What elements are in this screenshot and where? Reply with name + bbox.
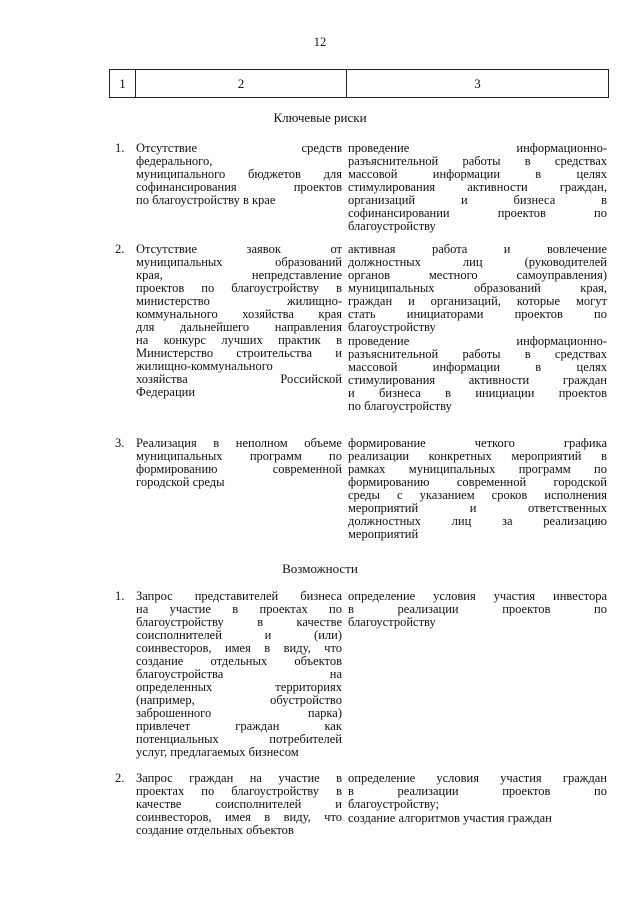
text-line: городской среды	[136, 475, 225, 489]
header-col-3: 3	[474, 76, 481, 91]
text-line: реализации конкретных мероприятий в	[348, 449, 607, 463]
text-line: потенциальных потребителей	[136, 732, 342, 746]
text-line: благоустройству;	[348, 797, 440, 811]
text-line: проектов по благоустройству в	[136, 281, 342, 295]
text-line: благоустройству	[348, 219, 436, 233]
text-line: Запрос граждан на участие в	[136, 771, 342, 785]
text-line: разъяснительной работы в средствах	[348, 347, 607, 361]
row-number: 2.	[115, 242, 125, 256]
text-line: создание алгоритмов участия граждан	[348, 811, 552, 825]
text-line: муниципальных образований края,	[348, 281, 607, 295]
text-line: благоустройству	[348, 615, 436, 629]
text-line: благоустройству в качестве	[136, 615, 342, 629]
text-line: муниципальных программ по	[136, 449, 342, 463]
row-right-text	[348, 772, 607, 825]
row-number: 2.	[115, 771, 125, 785]
text-line: Федерации	[136, 385, 196, 399]
text-line: Министерство строительства и	[136, 346, 342, 360]
text-line: жилищно-коммунального	[136, 359, 273, 373]
text-line: муниципальных образований	[136, 255, 342, 269]
text-line: организаций и бизнеса в	[348, 193, 607, 207]
text-line: хозяйства Российской	[136, 372, 342, 386]
text-line: определенных территориях	[136, 680, 342, 694]
row-left-text	[136, 142, 342, 207]
text-line: граждан и организаций, которые могут	[348, 294, 607, 308]
text-line: Отсутствие средств	[136, 141, 342, 155]
row-number: 1.	[115, 589, 125, 603]
text-line: (например, обустройство	[136, 693, 342, 707]
text-line: качестве соисполнителей и	[136, 797, 342, 811]
text-line: благоустройства на	[136, 667, 342, 681]
paragraph	[348, 335, 607, 413]
row-left-text	[136, 243, 342, 399]
text-line: проведение информационно-	[348, 141, 607, 155]
page-number: 12	[313, 35, 327, 49]
table-header	[109, 69, 609, 98]
text-line: для дальнейшего направления	[136, 320, 342, 334]
text-line: формированию современной	[136, 462, 342, 476]
text-line: соинвесторов, имея в виду, что	[136, 810, 342, 824]
row-left-text	[136, 590, 342, 759]
paragraph	[348, 812, 607, 825]
text-line: мероприятий и ответственных	[348, 501, 607, 515]
section-title-risks: Ключевые риски	[273, 110, 367, 125]
text-line: должностных лиц за реализацию	[348, 514, 607, 528]
text-line: Запрос представителей бизнеса	[136, 589, 342, 603]
row-number: 3.	[115, 436, 125, 450]
row-right-text	[348, 142, 607, 233]
paragraph	[348, 142, 607, 233]
row-right-text	[348, 243, 607, 413]
row-right-text	[348, 437, 607, 541]
text-line: услуг, предлагаемых бизнесом	[136, 745, 299, 759]
text-line: федерального,	[136, 154, 213, 168]
paragraph	[348, 437, 607, 541]
text-line: муниципального бюджетов для	[136, 167, 342, 181]
text-line: должностных лиц (руководителей	[348, 255, 607, 269]
text-line: активная работа и вовлечение	[348, 242, 607, 256]
paragraph	[348, 590, 607, 629]
text-line: стимулирования активности граждан	[348, 373, 607, 387]
text-line: по благоустройству	[348, 399, 452, 413]
text-line: мероприятий	[348, 527, 419, 541]
paragraph	[348, 243, 607, 334]
text-line: проектах по благоустройству в	[136, 784, 342, 798]
row-right-text	[348, 590, 607, 629]
text-line: формированию современной городской	[348, 475, 607, 489]
text-line: соинвесторов, имея в виду, что	[136, 641, 342, 655]
row-left-text	[136, 772, 342, 837]
text-line: в реализации проектов по	[348, 784, 607, 798]
text-line: органов местного самоуправления)	[348, 268, 607, 282]
text-line: массовой информации в целях	[348, 167, 607, 181]
section-title-opportunities: Возможности	[282, 561, 358, 576]
text-line: министерство жилищно-	[136, 294, 342, 308]
text-line: разъяснительной работы в средствах	[348, 154, 607, 168]
text-line: определение условия участия граждан	[348, 771, 607, 785]
paragraph	[348, 772, 607, 811]
text-line: создание отдельных объектов	[136, 654, 342, 668]
row-left-text	[136, 437, 342, 489]
text-line: на конкурс лучших практик в	[136, 333, 342, 347]
text-line: и бизнеса в инициации проектов	[348, 386, 607, 400]
text-line: софинансирования проектов	[136, 180, 342, 194]
text-line: в реализации проектов по	[348, 602, 607, 616]
text-line: Отсутствие заявок от	[136, 242, 342, 256]
text-line: стимулирования активности граждан,	[348, 180, 607, 194]
text-line: определение условия участия инвестора	[348, 589, 607, 603]
text-line: софинансировании проектов по	[348, 206, 607, 220]
text-line: массовой информации в целях	[348, 360, 607, 374]
text-line: формирование четкого графика	[348, 436, 607, 450]
text-line: по благоустройству в крае	[136, 193, 276, 207]
text-line: привлечет граждан как	[136, 719, 342, 733]
text-line: рамках муниципальных программ по	[348, 462, 607, 476]
text-line: на участие в проектах по	[136, 602, 342, 616]
text-line: края, непредставление	[136, 268, 342, 282]
text-line: благоустройству	[348, 320, 436, 334]
header-col-2: 2	[136, 70, 347, 97]
text-line: Реализация в неполном объеме	[136, 436, 342, 450]
text-line: проведение информационно-	[348, 334, 607, 348]
text-line: соисполнителей и (или)	[136, 628, 342, 642]
row-number: 1.	[115, 141, 125, 155]
text-line: заброшенного парка)	[136, 706, 342, 720]
text-line: создание отдельных объектов	[136, 823, 294, 837]
text-line: коммунального хозяйства края	[136, 307, 342, 321]
text-line: стать инициаторами проектов по	[348, 307, 607, 321]
text-line: среды с указанием сроков исполнения	[348, 488, 607, 502]
header-col-1: 1	[110, 70, 136, 97]
